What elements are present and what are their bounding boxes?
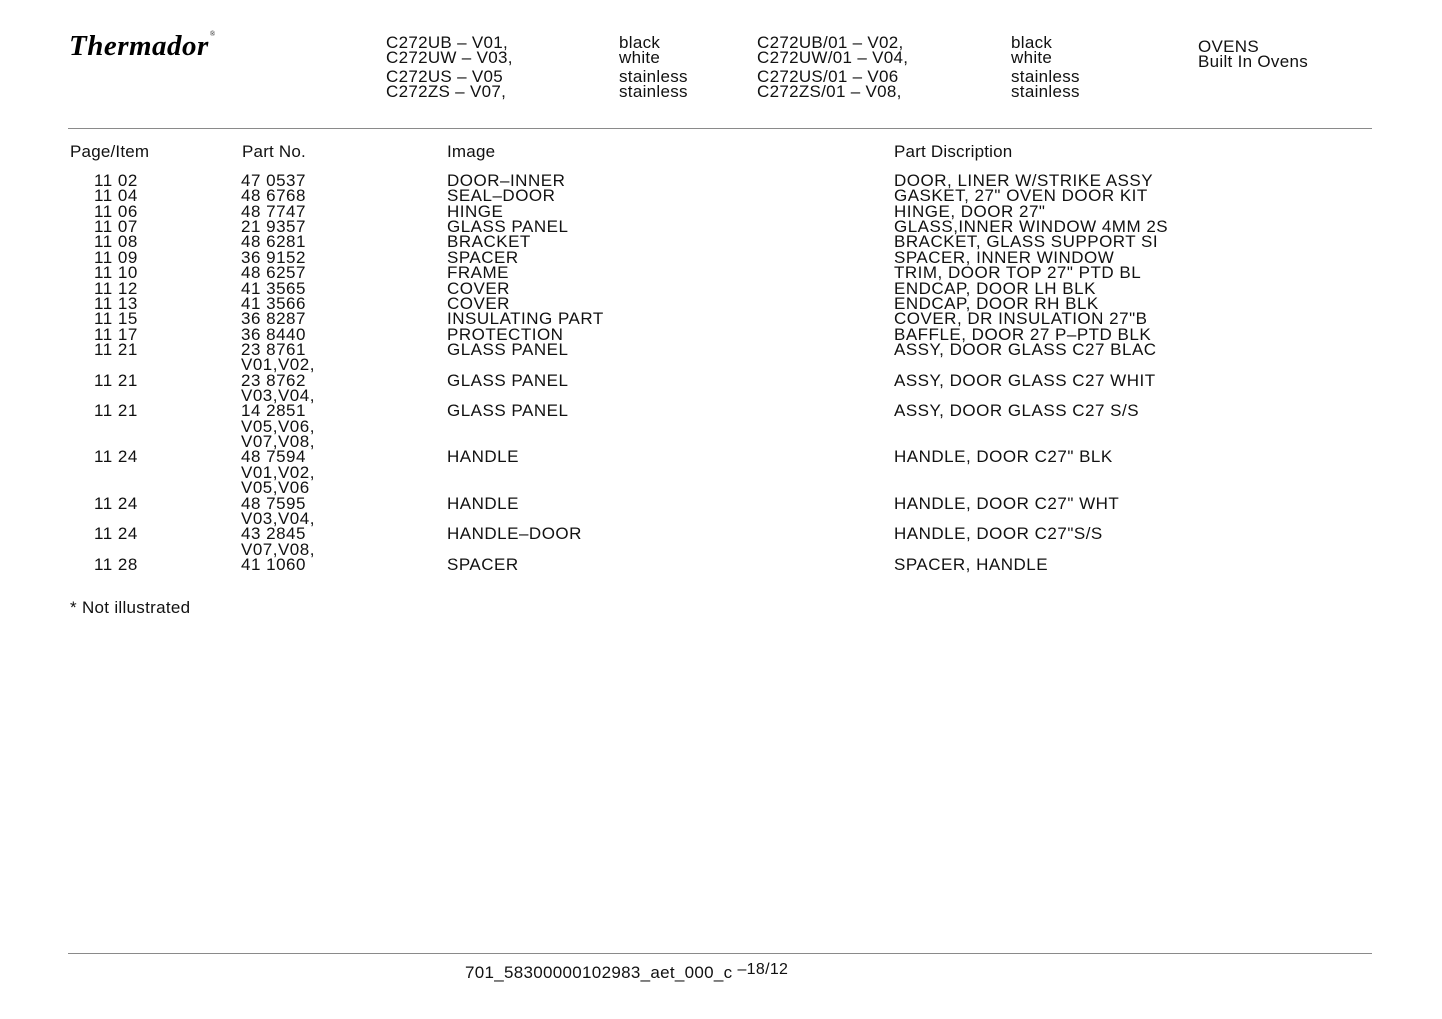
table-row xyxy=(0,370,1442,406)
image-name-cell: PROTECTION xyxy=(447,324,564,344)
image-name-cell: COVER xyxy=(447,293,510,313)
model-5-color: black xyxy=(1011,33,1053,52)
table-row xyxy=(0,493,1442,528)
image-name-cell: HINGE xyxy=(447,201,504,221)
part-description-cell: HANDLE, DOOR C27" WHT xyxy=(894,493,1120,513)
table-row xyxy=(0,201,1442,221)
page-item-cell: 11 28 xyxy=(94,554,138,574)
part-number-cell: 41 1060 xyxy=(241,554,306,574)
variant-note: V05,V06 xyxy=(241,478,310,498)
part-description-cell: ASSY, DOOR GLASS C27 WHIT xyxy=(894,370,1156,390)
image-name-cell: GLASS PANEL xyxy=(447,339,569,359)
part-description-cell: HINGE, DOOR 27" xyxy=(894,201,1046,221)
trademark-symbol: ® xyxy=(209,30,216,38)
model-7-color: stainless xyxy=(1011,67,1080,86)
header-divider xyxy=(68,128,1372,129)
col-header-description: Part Discription xyxy=(894,142,1013,161)
page-item-cell: 11 13 xyxy=(94,293,138,313)
image-name-cell: GLASS PANEL xyxy=(447,370,569,390)
logo-text: Thermador xyxy=(69,30,209,62)
page-item-cell: 11 17 xyxy=(94,324,138,344)
page-item-cell: 11 21 xyxy=(94,401,138,421)
part-number-cell: 36 8440 xyxy=(241,324,306,344)
table-row xyxy=(0,526,1442,557)
part-number-cell: 14 2851 xyxy=(241,401,306,421)
page-footer xyxy=(465,961,788,983)
part-number-cell: 48 7594 xyxy=(241,447,306,467)
footer-page-number: –18/12 xyxy=(737,961,789,978)
part-description-cell: DOOR, LINER W/STRIKE ASSY xyxy=(894,171,1154,190)
page-item-cell: 11 21 xyxy=(94,339,138,359)
image-name-cell: GLASS PANEL xyxy=(447,401,569,421)
parts-table xyxy=(0,173,1442,572)
image-name-cell: SPACER xyxy=(447,247,519,267)
page-item-cell: 11 24 xyxy=(94,524,138,544)
col-header-part-no: Part No. xyxy=(242,142,306,161)
category-title: OVENS xyxy=(1198,37,1260,56)
part-number-cell: 48 6768 xyxy=(241,186,306,206)
col-header-image: Image xyxy=(447,142,496,161)
part-number-cell: 43 2845 xyxy=(241,524,306,544)
model-7: C272US/01 – V06 xyxy=(757,67,899,86)
image-name-cell: HANDLE xyxy=(447,493,519,513)
page-item-cell: 11 02 xyxy=(94,171,138,190)
part-number-cell: 36 8287 xyxy=(241,309,306,329)
table-row xyxy=(0,217,1442,237)
part-number-cell: 23 8761 xyxy=(241,339,306,359)
model-3: C272US – V05 xyxy=(386,67,504,86)
variant-note: V07,V08, xyxy=(241,432,315,452)
part-description-cell: ASSY, DOOR GLASS C27 BLAC xyxy=(894,339,1157,359)
model-2: C272UW – V03, xyxy=(386,48,513,67)
model-5: C272UB/01 – V02, xyxy=(757,33,904,52)
col-header-page-item: Page/Item xyxy=(70,142,150,161)
page-item-cell: 11 04 xyxy=(94,186,138,206)
part-description-cell: ASSY, DOOR GLASS C27 S/S xyxy=(894,401,1140,421)
footer-divider xyxy=(68,953,1372,954)
page-item-cell: 11 10 xyxy=(94,263,138,283)
part-number-cell: 47 0537 xyxy=(241,171,306,190)
page-item-cell: 11 07 xyxy=(94,217,138,237)
part-number-cell: 23 8762 xyxy=(241,370,306,390)
footnote: * Not illustrated xyxy=(70,598,191,617)
part-description-cell: HANDLE, DOOR C27" BLK xyxy=(894,447,1113,467)
image-name-cell: HANDLE–DOOR xyxy=(447,524,582,544)
part-number-cell: 48 6281 xyxy=(241,232,306,252)
model-4: C272ZS – V07, xyxy=(386,82,507,101)
part-description-cell: SPACER, HANDLE xyxy=(894,554,1049,574)
model-1: C272UB – V01, xyxy=(386,33,509,52)
footer-doc-id: 701_58300000102983_aet_000_c xyxy=(465,963,733,982)
part-number-cell: 41 3566 xyxy=(241,293,306,313)
variant-note: V03,V04, xyxy=(241,386,315,406)
category-subtitle: Built In Ovens xyxy=(1198,52,1309,71)
table-row xyxy=(0,447,1442,498)
model-6: C272UW/01 – V04, xyxy=(757,48,909,67)
variant-note: V05,V06, xyxy=(241,416,315,436)
table-row xyxy=(0,232,1442,252)
table-row xyxy=(0,554,1442,574)
table-row xyxy=(0,401,1442,452)
image-name-cell: DOOR–INNER xyxy=(447,171,566,190)
part-number-cell: 48 6257 xyxy=(241,263,306,283)
part-number-cell: 41 3565 xyxy=(241,278,306,298)
image-name-cell: FRAME xyxy=(447,263,509,283)
page-item-cell: 11 09 xyxy=(94,247,138,267)
page-item-cell: 11 24 xyxy=(94,447,138,467)
image-name-cell: SEAL–DOOR xyxy=(447,186,556,206)
part-description-cell: HANDLE, DOOR C27"S/S xyxy=(894,524,1103,544)
page-item-cell: 11 08 xyxy=(94,232,138,252)
model-6-color: white xyxy=(1011,48,1053,67)
part-description-cell: BRACKET, GLASS SUPPORT SI xyxy=(894,232,1159,252)
part-number-cell: 48 7595 xyxy=(241,493,306,513)
image-name-cell: COVER xyxy=(447,278,510,298)
table-row xyxy=(0,278,1442,298)
model-3-color: stainless xyxy=(619,67,688,86)
page-item-cell: 11 06 xyxy=(94,201,138,221)
page-item-cell: 11 12 xyxy=(94,278,138,298)
image-name-cell: SPACER xyxy=(447,554,519,574)
model-4-color: stainless xyxy=(619,82,688,101)
part-description-cell: SPACER, INNER WINDOW xyxy=(894,247,1115,267)
page-item-cell: 11 24 xyxy=(94,493,138,513)
model-8-color: stainless xyxy=(1011,82,1080,101)
part-description-cell: TRIM, DOOR TOP 27" PTD BL xyxy=(894,263,1142,283)
part-number-cell: 48 7747 xyxy=(241,201,306,221)
part-number-cell: 36 9152 xyxy=(241,247,306,267)
part-description-cell: BAFFLE, DOOR 27 P–PTD BLK xyxy=(894,324,1152,344)
model-2-color: white xyxy=(619,48,661,67)
table-row xyxy=(0,309,1442,329)
table-row xyxy=(0,293,1442,313)
image-name-cell: INSULATING PART xyxy=(447,309,604,329)
image-name-cell: BRACKET xyxy=(447,232,531,252)
variant-note: V03,V04, xyxy=(241,508,315,528)
table-row xyxy=(0,324,1442,344)
table-row xyxy=(0,263,1442,283)
page-item-cell: 11 15 xyxy=(94,309,138,329)
image-name-cell: GLASS PANEL xyxy=(447,217,569,237)
variant-note: V01,V02, xyxy=(241,462,315,482)
image-name-cell: HANDLE xyxy=(447,447,519,467)
part-number-cell: 21 9357 xyxy=(241,217,306,237)
part-description-cell: COVER, DR INSULATION 27"B xyxy=(894,309,1148,329)
variant-note: V07,V08, xyxy=(241,539,315,559)
part-description-cell: ENDCAP, DOOR RH BLK xyxy=(894,293,1099,313)
table-row xyxy=(0,247,1442,267)
part-description-cell: GLASS,INNER WINDOW 4MM 2S xyxy=(894,217,1169,237)
table-row xyxy=(0,339,1442,375)
page-item-cell: 11 21 xyxy=(94,370,138,390)
table-row xyxy=(0,186,1442,206)
part-description-cell: ENDCAP, DOOR LH BLK xyxy=(894,278,1096,298)
model-1-color: black xyxy=(619,33,661,52)
thermador-logo xyxy=(69,30,216,63)
table-row xyxy=(0,173,1442,188)
part-description-cell: GASKET, 27" OVEN DOOR KIT xyxy=(894,186,1148,206)
variant-note: V01,V02, xyxy=(241,355,315,375)
model-8: C272ZS/01 – V08, xyxy=(757,82,902,101)
